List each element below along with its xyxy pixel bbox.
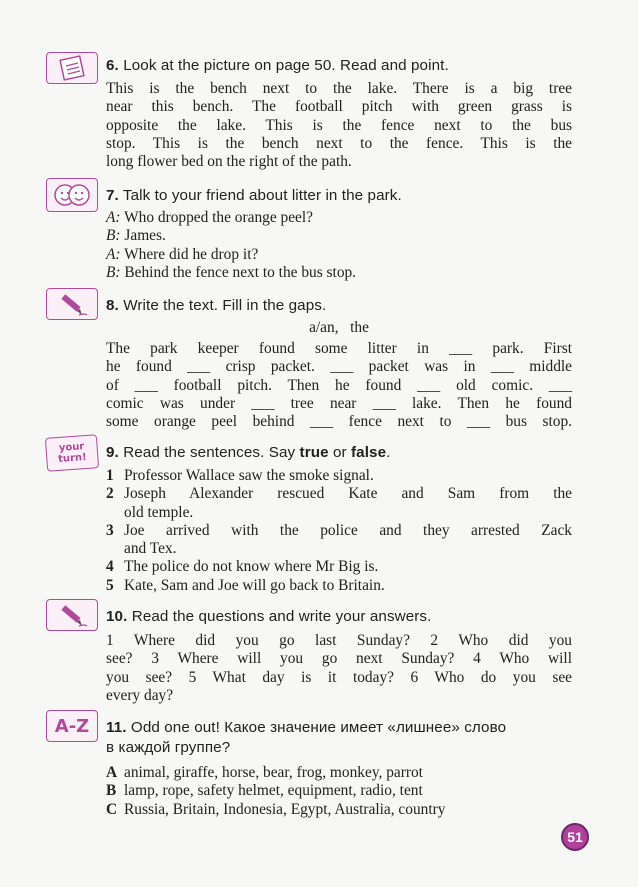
dialogue-text: Behind the fence next to the bus stop.: [124, 263, 357, 281]
list-item: [106, 782, 572, 800]
item-number: 4: [106, 558, 114, 576]
item-text: Russia, Britain, Indonesia, Egypt, Australia, country: [124, 800, 446, 818]
text-line: some orange peel behind ___ fence next to ___ bus stop.: [106, 413, 572, 431]
text-line: This is the bench next to the lake. There is a big tree: [106, 80, 572, 97]
exercise-8-number: 8.: [106, 297, 119, 314]
dialogue-line: [106, 264, 572, 282]
exercise-9-number: 9.: [106, 444, 119, 461]
item-letter: B: [106, 782, 117, 800]
exercise-10: [106, 607, 572, 705]
speaker: A:: [106, 209, 121, 226]
exercise-9: [106, 443, 572, 595]
text-line: you see? 5 What day is it today? 6 Who do you see: [106, 668, 572, 686]
item-number: 3: [106, 521, 114, 539]
dialogue-line: [106, 209, 572, 227]
notebook-icon: [46, 52, 98, 84]
text-line: of ___ football pitch. Then he found ___ old comic. ___: [106, 376, 572, 394]
text-line: near this bench. The football pitch with green grass is: [106, 98, 572, 116]
page-number: 51: [561, 823, 589, 851]
dialogue-text: Who dropped the orange peel?: [124, 209, 313, 226]
exercise-8: [106, 296, 572, 431]
exercise-7-number: 7.: [106, 187, 119, 204]
exercise-11-heading: [106, 718, 572, 738]
item-number: 5: [106, 576, 114, 594]
speaker: B:: [106, 263, 121, 281]
dialogue-line: [106, 246, 572, 264]
text-line: see? 3 Where will you go next Sunday? 4 Who will: [106, 650, 572, 668]
item-text: Joe arrived with the police and they arrested Zack: [124, 521, 572, 539]
true-word: true: [299, 444, 329, 461]
list-item: [106, 764, 572, 782]
exercise-8-heading: [106, 296, 572, 316]
a-z-badge: [46, 710, 98, 742]
list-item: [106, 577, 572, 595]
exercise-10-instruction: Read the questions and write your answers.: [131, 608, 432, 625]
text-line: he found ___ crisp packet. ___ packet was in ___ middle: [106, 358, 572, 376]
list-item: [106, 467, 572, 485]
exercise-7-heading: [106, 186, 572, 206]
list-item: [106, 485, 572, 522]
exercise-9-heading: [106, 443, 572, 463]
item-letter: A: [106, 764, 118, 781]
list-item: [106, 801, 572, 819]
item-text: The police do not know where Mr Big is.: [124, 558, 379, 576]
list-item: [106, 522, 572, 559]
item-text: old temple.: [124, 503, 194, 521]
talking-faces-icon: [46, 178, 98, 212]
text-line: comic was under ___ tree near ___ lake. Then he found: [106, 394, 572, 412]
pen-writing-icon: [46, 288, 98, 320]
item-text: lamp, rope, safety helmet, equipment, radio, tent: [124, 782, 423, 800]
dialogue-line: [106, 227, 572, 245]
exercise-11-instruction-cont: в каждой группе?: [106, 739, 231, 756]
dialogue-text: James.: [124, 227, 166, 245]
a-z-label: A-Z: [54, 715, 90, 737]
exercise-11-number: 11.: [106, 719, 127, 736]
text-line: 1 Where did you go last Sunday? 2 Who did you: [106, 632, 572, 649]
exercise-11-list: [106, 764, 572, 819]
text-line: long flower bed on the right of the path.: [106, 153, 352, 171]
exercise-8-instruction: Write the text. Fill in the gaps.: [123, 297, 327, 314]
speaker: B:: [106, 227, 121, 245]
item-text: Kate, Sam and Joe will go back to Britain.: [124, 576, 385, 594]
exercise-7-dialogue: [106, 209, 572, 282]
exercise-9-list: [106, 467, 572, 595]
exercise-6-heading: [106, 56, 572, 76]
speaker: A:: [106, 245, 121, 263]
exercise-8-text: [106, 340, 572, 431]
exercise-7: [106, 186, 572, 282]
text-line: stop. This is the bench next to the fence. This is the: [106, 134, 572, 152]
exercise-6: [106, 56, 572, 171]
item-letter: C: [106, 800, 118, 818]
period: .: [386, 444, 391, 461]
false-word: false: [351, 444, 387, 461]
exercise-11-instruction: Odd one out! Какое значение имеет «лишнее» слово: [130, 719, 507, 736]
text-line: every day?: [106, 686, 174, 704]
pen-writing-icon: [46, 599, 98, 631]
item-text: and Tex.: [124, 540, 177, 558]
text-line: opposite the lake. This is the fence next to the bus: [106, 116, 572, 134]
exercise-10-number: 10.: [106, 608, 128, 625]
text-line: The park keeper found some litter in ___ park. First: [106, 340, 572, 357]
your-turn-label: your turn!: [57, 441, 87, 465]
dialogue-text: Where did he drop it?: [124, 245, 259, 263]
item-text: animal, giraffe, horse, bear, frog, monkey, parrot: [124, 764, 423, 781]
item-text: Professor Wallace saw the smoke signal.: [124, 467, 374, 484]
exercise-11: [106, 718, 572, 819]
your-turn-badge: [45, 434, 99, 472]
or-word: or: [332, 444, 347, 461]
exercise-7-instruction: Talk to your friend about litter in the park.: [122, 187, 402, 204]
item-text: Joseph Alexander rescued Kate and Sam from the: [124, 485, 572, 503]
item-number: 2: [106, 485, 114, 503]
exercise-10-heading: [106, 607, 572, 627]
exercise-9-instruction: Read the sentences. Say: [123, 444, 296, 461]
exercise-10-text: [106, 632, 572, 705]
list-item: [106, 558, 572, 576]
exercise-6-instruction: Look at the picture on page 50. Read and point.: [123, 57, 449, 74]
item-number: 1: [106, 467, 114, 484]
exercise-6-text: [106, 80, 572, 171]
exercise-6-number: 6.: [106, 57, 119, 74]
word-box: a/an, the: [309, 319, 369, 336]
